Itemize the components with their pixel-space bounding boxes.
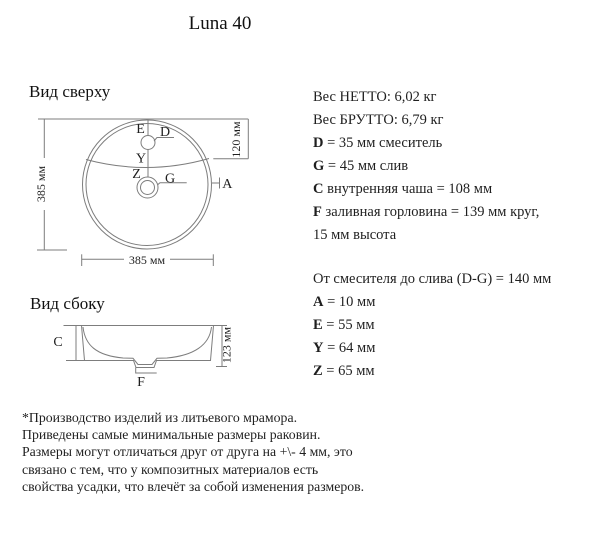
label-z: Z bbox=[132, 167, 141, 182]
spec-line-z: Z = 65 мм bbox=[313, 363, 375, 379]
footnote bbox=[22, 409, 382, 495]
spec-block-weights-and-holes bbox=[313, 86, 583, 247]
spec-line-f: F заливная горловина = 139 мм круг, bbox=[313, 204, 540, 220]
spec-line-netto: Вес НЕТТО: 6,02 кг bbox=[313, 89, 437, 105]
spec-line-c: C внутренняя чаша = 108 мм bbox=[313, 181, 493, 197]
dim-left-label: 385 мм bbox=[34, 165, 48, 203]
side-view-heading: Вид сбоку bbox=[30, 294, 105, 313]
footnote-line: свойства усадки, что влечёт за собой изменения размеров. bbox=[22, 478, 365, 494]
footnote-line: Размеры могут отличаться друг от друга на +\- 4 мм, это bbox=[22, 444, 353, 460]
spec-block-distances bbox=[313, 268, 583, 383]
label-y: Y bbox=[135, 151, 147, 167]
spec-line-g: G = 45 мм слив bbox=[313, 158, 409, 174]
label-a: A bbox=[222, 177, 233, 192]
drain-stub-leader bbox=[136, 368, 157, 374]
faucet-hole bbox=[141, 136, 155, 150]
side-view-drawing bbox=[0, 315, 270, 397]
sink-body-outline bbox=[82, 326, 214, 368]
spec-line-brutto: Вес БРУТТО: 6,79 кг bbox=[313, 112, 444, 128]
top-view-heading: Вид сверху bbox=[29, 82, 111, 101]
label-f: F bbox=[137, 375, 145, 390]
spec-line-f-height: 15 мм высота bbox=[313, 227, 397, 243]
spec-line-a: A = 10 мм bbox=[313, 294, 376, 310]
footnote-line: связано с тем, что у композитных материалов есть bbox=[22, 461, 319, 477]
dim-120-label: 120 мм bbox=[229, 121, 243, 158]
page-title: Luna 40 bbox=[188, 13, 252, 34]
label-g: G bbox=[164, 171, 176, 187]
dim-bottom-label: 385 мм bbox=[128, 253, 166, 267]
label-d: D bbox=[159, 125, 171, 140]
spec-line-d: D = 35 мм смеситель bbox=[313, 135, 443, 151]
footnote-line: *Производство изделий из литьевого мрамора. bbox=[22, 410, 298, 425]
spec-line-y: Y = 64 мм bbox=[313, 340, 376, 356]
dim-123-label: 123 мм bbox=[219, 326, 234, 364]
spec-line-e: E = 55 мм bbox=[313, 317, 375, 333]
footnote-line: Приведены самые минимальные размеры раковин. bbox=[22, 427, 321, 443]
top-view-drawing bbox=[0, 105, 270, 283]
label-e: E bbox=[136, 122, 145, 137]
label-c: C bbox=[53, 335, 63, 350]
spec-line-dg: От смесителя до слива (D-G) = 140 мм bbox=[313, 271, 552, 287]
